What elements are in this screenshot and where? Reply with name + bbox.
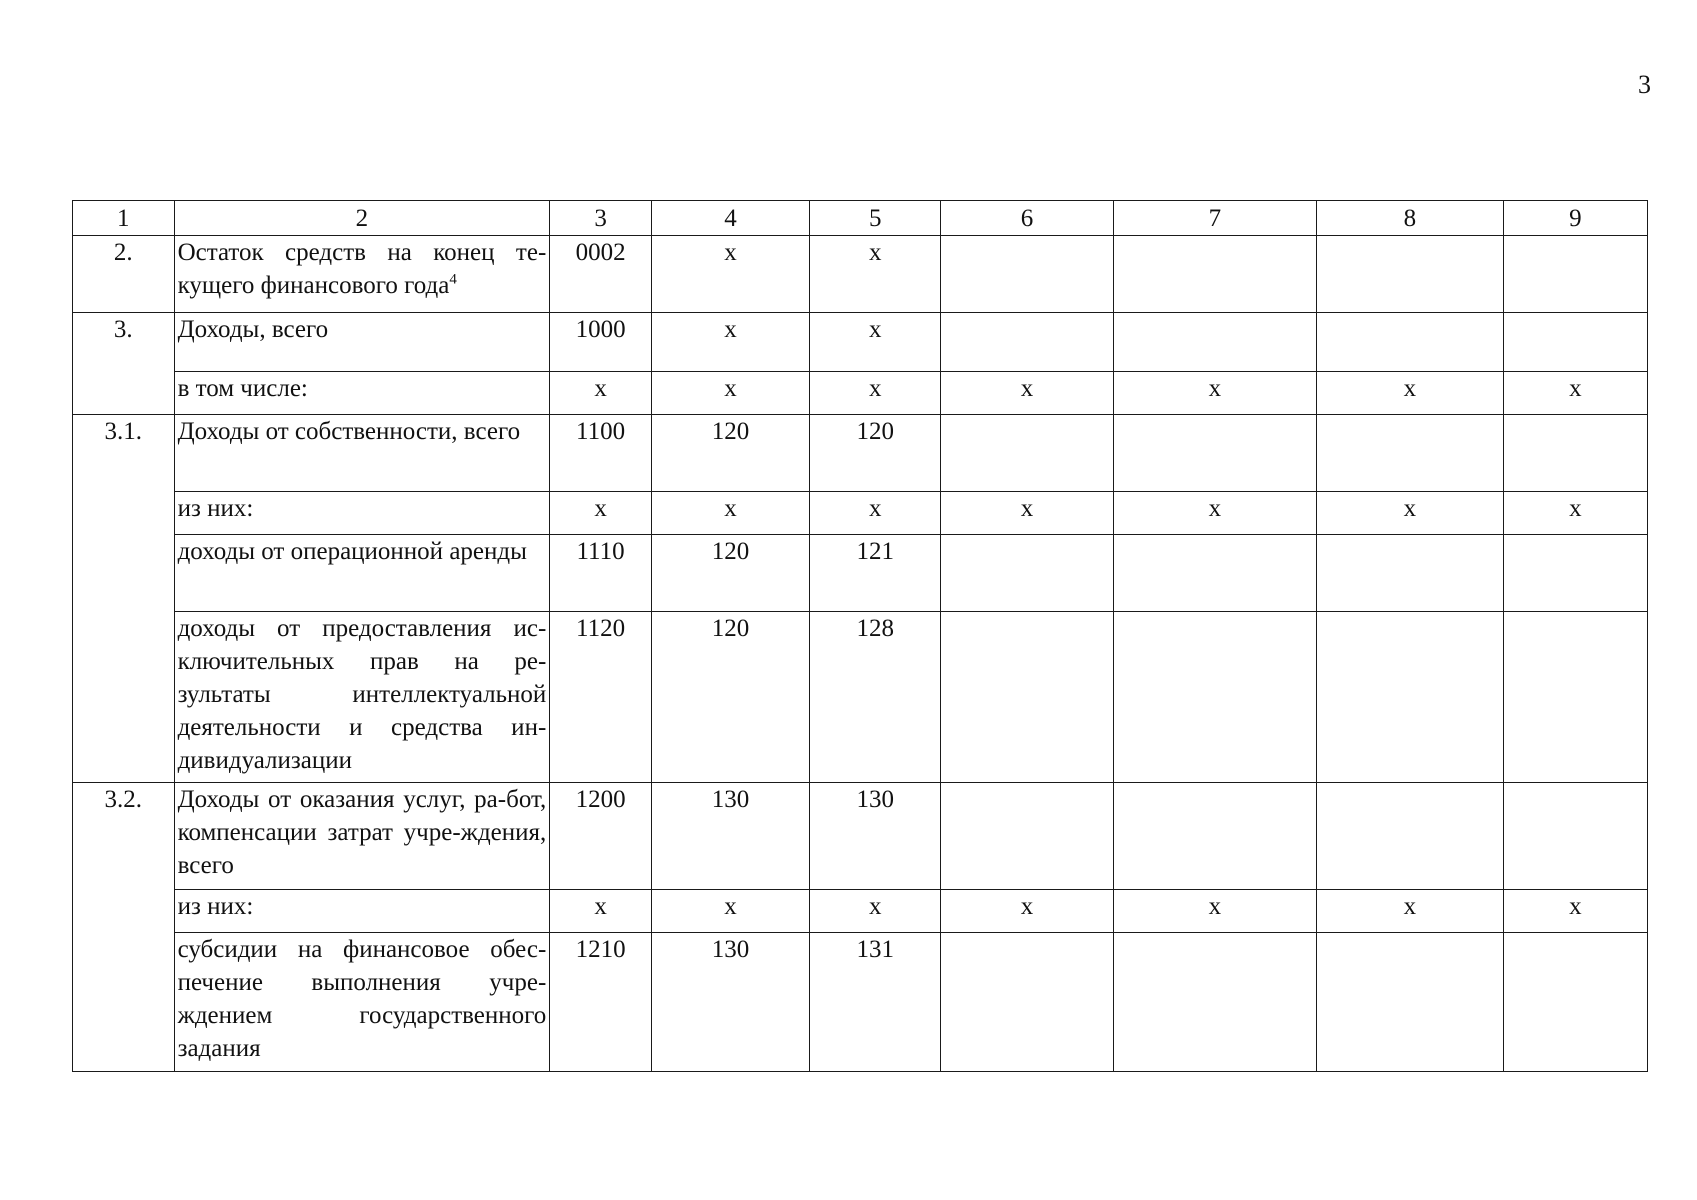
cell-col7: x xyxy=(1113,372,1316,415)
table-row xyxy=(73,612,1648,783)
cell-col4: 120 xyxy=(651,535,809,612)
cell-col6 xyxy=(941,933,1114,1072)
row-number: 3.1. xyxy=(73,415,175,783)
row-number: 3.2. xyxy=(73,783,175,1072)
cell-col9 xyxy=(1503,535,1647,612)
table-row xyxy=(73,492,1648,535)
cell-col8 xyxy=(1316,313,1503,372)
cell-col4: 120 xyxy=(651,612,809,783)
table-row xyxy=(73,535,1648,612)
row-description: Остаток средств на конец те-кущего финансового года$^4$ xyxy=(174,236,550,313)
cell-col7: x xyxy=(1113,890,1316,933)
cell-col6: x xyxy=(941,492,1114,535)
cell-col7 xyxy=(1113,415,1316,492)
header-cell: 1 xyxy=(73,201,175,236)
row-description: субсидии на финансовое обес-печение выполнения учре-ждением государственного задания xyxy=(174,933,550,1072)
cell-col4: x xyxy=(651,890,809,933)
cell-col7 xyxy=(1113,783,1316,890)
header-cell: 2 xyxy=(174,201,550,236)
cell-col9 xyxy=(1503,933,1647,1072)
cell-col6 xyxy=(941,612,1114,783)
row-description: доходы от операционной аренды xyxy=(174,535,550,612)
header-cell: 7 xyxy=(1113,201,1316,236)
table-row xyxy=(73,415,1648,492)
cell-col8 xyxy=(1316,783,1503,890)
cell-col8 xyxy=(1316,415,1503,492)
cell-col5: x xyxy=(810,236,941,313)
cell-col8: x xyxy=(1316,492,1503,535)
cell-col8 xyxy=(1316,612,1503,783)
cell-col5: x xyxy=(810,890,941,933)
header-cell: 8 xyxy=(1316,201,1503,236)
cell-col8: x xyxy=(1316,372,1503,415)
row-description: в том числе: xyxy=(174,372,550,415)
cell-col6: x xyxy=(941,372,1114,415)
table-row xyxy=(73,372,1648,415)
cell-col6 xyxy=(941,313,1114,372)
row-code: 1200 xyxy=(550,783,652,890)
cell-col6 xyxy=(941,783,1114,890)
row-code: 1210 xyxy=(550,933,652,1072)
row-number: 2. xyxy=(73,236,175,313)
cell-col5: x xyxy=(810,313,941,372)
row-code: 1100 xyxy=(550,415,652,492)
table-row xyxy=(73,236,1648,313)
row-description: Доходы от собственности, всего xyxy=(174,415,550,492)
cell-col9 xyxy=(1503,313,1647,372)
cell-col5: 130 xyxy=(810,783,941,890)
cell-col8 xyxy=(1316,236,1503,313)
header-cell: 3 xyxy=(550,201,652,236)
row-code: 1110 xyxy=(550,535,652,612)
cell-col7 xyxy=(1113,933,1316,1072)
header-cell: 6 xyxy=(941,201,1114,236)
header-cell: 4 xyxy=(651,201,809,236)
cell-col5: x xyxy=(810,492,941,535)
cell-col9 xyxy=(1503,236,1647,313)
cell-col7 xyxy=(1113,612,1316,783)
cell-col7 xyxy=(1113,313,1316,372)
cell-col5: 128 xyxy=(810,612,941,783)
cell-col8 xyxy=(1316,535,1503,612)
header-row xyxy=(73,201,1648,236)
cell-col5: 120 xyxy=(810,415,941,492)
row-code: x xyxy=(550,492,652,535)
table-row xyxy=(73,933,1648,1072)
cell-col4: 130 xyxy=(651,783,809,890)
cell-col4: 130 xyxy=(651,933,809,1072)
cell-col8: x xyxy=(1316,890,1503,933)
header-cell: 5 xyxy=(810,201,941,236)
cell-col4: x xyxy=(651,372,809,415)
cell-col6: x xyxy=(941,890,1114,933)
cell-col7 xyxy=(1113,535,1316,612)
cell-col9 xyxy=(1503,783,1647,890)
row-code: 1120 xyxy=(550,612,652,783)
page-number: 3 xyxy=(1638,70,1651,99)
cell-col9: x xyxy=(1503,492,1647,535)
row-description: доходы от предоставления ис-ключительных прав на ре-зультаты интеллектуальной деятельности и средства ин-дивидуализации xyxy=(174,612,550,783)
cell-col9: x xyxy=(1503,372,1647,415)
header-cell: 9 xyxy=(1503,201,1647,236)
cell-col6 xyxy=(941,535,1114,612)
row-code: 0002 xyxy=(550,236,652,313)
cell-col4: 120 xyxy=(651,415,809,492)
financial-table xyxy=(72,200,1648,1072)
cell-col9: x xyxy=(1503,890,1647,933)
cell-col6 xyxy=(941,236,1114,313)
row-description: Доходы, всего xyxy=(174,313,550,372)
row-description: из них: xyxy=(174,492,550,535)
cell-col4: x xyxy=(651,313,809,372)
cell-col4: x xyxy=(651,236,809,313)
table-row xyxy=(73,313,1648,372)
cell-col4: x xyxy=(651,492,809,535)
footnote-mark: 4 xyxy=(449,271,457,288)
row-code: 1000 xyxy=(550,313,652,372)
row-code: x xyxy=(550,890,652,933)
cell-col7 xyxy=(1113,236,1316,313)
cell-col9 xyxy=(1503,415,1647,492)
cell-col5: 131 xyxy=(810,933,941,1072)
row-code: x xyxy=(550,372,652,415)
cell-col9 xyxy=(1503,612,1647,783)
cell-col8 xyxy=(1316,933,1503,1072)
cell-col6 xyxy=(941,415,1114,492)
cell-col5: x xyxy=(810,372,941,415)
row-number: 3. xyxy=(73,313,175,415)
row-description: Доходы от оказания услуг, ра-бот, компенсации затрат учре-ждения, всего xyxy=(174,783,550,890)
row-description: из них: xyxy=(174,890,550,933)
cell-col7: x xyxy=(1113,492,1316,535)
table-row xyxy=(73,890,1648,933)
table-row xyxy=(73,783,1648,890)
cell-col5: 121 xyxy=(810,535,941,612)
